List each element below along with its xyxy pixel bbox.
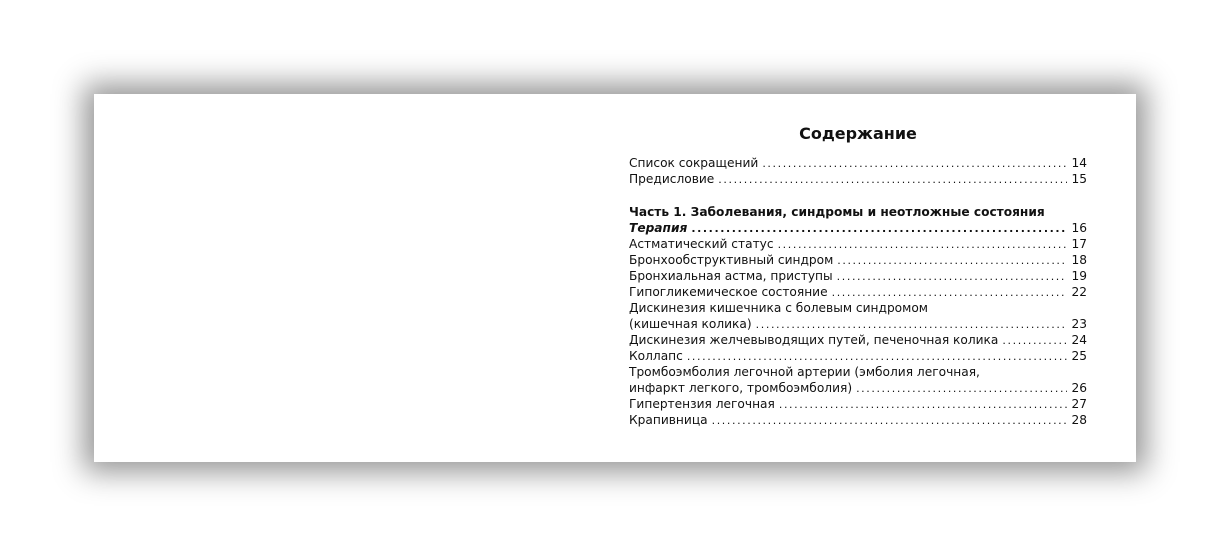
toc-entry-line: [629, 300, 1087, 316]
toc-entry[interactable]: [629, 396, 1087, 412]
toc-dot-leader: [856, 381, 1067, 397]
toc-dot-leader: [687, 349, 1067, 365]
toc-groups: [629, 155, 1087, 428]
toc-entry-line: [629, 316, 1087, 332]
toc-entry[interactable]: [629, 300, 1087, 332]
toc-page-number: 28: [1071, 413, 1087, 427]
toc-entry-line: [629, 396, 1087, 412]
toc-entry[interactable]: [629, 364, 1087, 396]
toc-entry[interactable]: [629, 252, 1087, 268]
toc-entry-label: Коллапс: [629, 349, 683, 363]
toc-entry-line: [629, 252, 1087, 268]
toc-dot-leader: [1002, 333, 1067, 349]
toc-page-number: 17: [1071, 237, 1087, 251]
toc-dot-leader: [718, 172, 1067, 188]
toc-entry-label: Гипертензия легочная: [629, 397, 775, 411]
toc-dot-leader: [837, 253, 1067, 269]
toc-entry[interactable]: [629, 171, 1087, 187]
toc-entry-label: Терапия: [629, 221, 688, 235]
table-of-contents: [629, 124, 1087, 428]
toc-group: [629, 155, 1087, 187]
toc-entry-label: Список сокращений: [629, 156, 759, 170]
toc-entry[interactable]: [629, 348, 1087, 364]
toc-entry-label: Бронхиальная астма, приступы: [629, 269, 833, 283]
toc-entry[interactable]: [629, 155, 1087, 171]
toc-dot-leader: [832, 285, 1067, 301]
toc-entry-label: Бронхообструктивный синдром: [629, 253, 834, 267]
toc-entry-line: [629, 155, 1087, 171]
toc-entry-label: (кишечная колика): [629, 317, 752, 331]
toc-page-number: 25: [1071, 349, 1087, 363]
toc-entry[interactable]: [629, 284, 1087, 300]
toc-entry-label: Тромбоэмболия легочной артерии (эмболия легочная,: [629, 365, 980, 379]
toc-page-number: 18: [1071, 253, 1087, 267]
toc-page-number: 19: [1071, 269, 1087, 283]
toc-entry-label: Крапивница: [629, 413, 708, 427]
toc-entry-label: Дискинезия кишечника с болевым синдромом: [629, 301, 928, 315]
toc-entry-line: [629, 236, 1087, 252]
toc-entry-line: [629, 332, 1087, 348]
toc-dot-leader: [691, 221, 1067, 237]
toc-page-number: 16: [1071, 221, 1087, 235]
toc-page-number: 26: [1071, 381, 1087, 395]
toc-entry-line: [629, 220, 1087, 236]
toc-entry[interactable]: [629, 236, 1087, 252]
toc-page-number: 15: [1071, 172, 1087, 186]
toc-page-number: 27: [1071, 397, 1087, 411]
toc-section-entry[interactable]: [629, 220, 1087, 236]
toc-entry-line: [629, 412, 1087, 428]
toc-dot-leader: [779, 397, 1067, 413]
toc-entry-line: [629, 284, 1087, 300]
toc-entry[interactable]: [629, 412, 1087, 428]
toc-entry-line: [629, 171, 1087, 187]
book-page: [94, 94, 1136, 462]
toc-entry-label: Гипогликемическое состояние: [629, 285, 828, 299]
toc-group: [629, 204, 1087, 428]
toc-dot-leader: [762, 156, 1067, 172]
toc-entry[interactable]: [629, 268, 1087, 284]
toc-entry-line: [629, 380, 1087, 396]
toc-dot-leader: [837, 269, 1067, 285]
toc-entry-label: Астматический статус: [629, 237, 774, 251]
toc-page-number: 23: [1071, 317, 1087, 331]
toc-entry-label: Предисловие: [629, 172, 715, 186]
toc-page-number: 14: [1071, 156, 1087, 170]
toc-entry-line: [629, 268, 1087, 284]
toc-page-number: 22: [1071, 285, 1087, 299]
toc-dot-leader: [756, 317, 1067, 333]
toc-entry[interactable]: [629, 332, 1087, 348]
toc-part-heading: Часть 1. Заболевания, синдромы и неотложные состояния: [629, 205, 1045, 219]
toc-entry-line: [629, 348, 1087, 364]
toc-page-number: 24: [1071, 333, 1087, 347]
toc-dot-leader: [712, 413, 1067, 429]
toc-title: Содержание: [799, 124, 917, 143]
toc-entry-label: инфаркт легкого, тромбоэмболия): [629, 381, 853, 395]
toc-dot-leader: [778, 237, 1067, 253]
toc-entry-line: [629, 364, 1087, 380]
toc-entry-label: Дискинезия желчевыводящих путей, печеночная колика: [629, 333, 999, 347]
